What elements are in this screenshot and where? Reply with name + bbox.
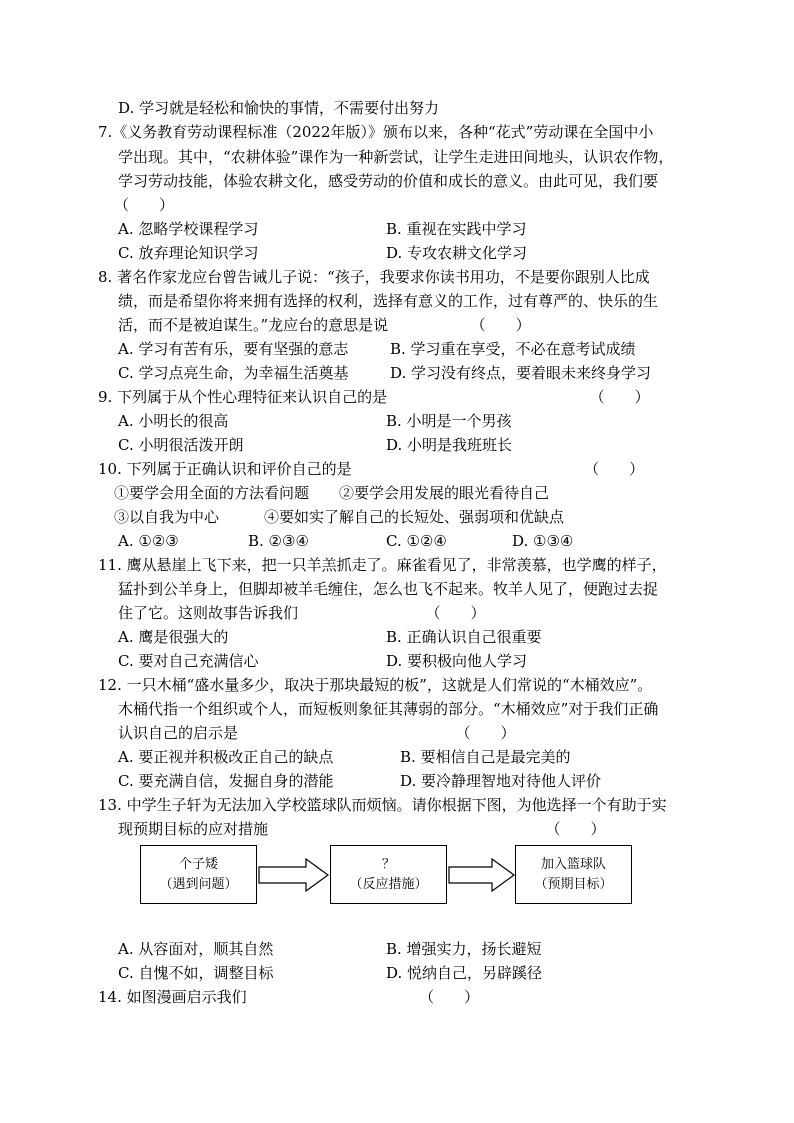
- q9-option-b: B. 小明是一个男孩: [386, 412, 512, 430]
- right-arrow-icon: [258, 858, 330, 892]
- q14-stem-line: 14. 如图漫画启示我们 （ ）: [98, 988, 480, 1006]
- q7-stem-line: 学习劳动技能，体验农耕文化，感受劳动的价值和成长的意义。由此可见，我们要: [118, 172, 659, 190]
- q7-option-d: D. 专攻农耕文化学习: [386, 244, 528, 262]
- q12-option-c: C. 要充满自信，发掘自身的潜能: [118, 772, 334, 790]
- q9-option-c: C. 小明很活泼开朗: [118, 436, 244, 454]
- response-caption: （反应措施）: [349, 876, 428, 892]
- q6-option-d: D. 学习就是轻松和愉快的事情，不需要付出努力: [118, 99, 440, 117]
- q11-stem-line: 住了它。这则故事告诉我们 （ ）: [118, 604, 486, 622]
- q8-stem-line: 绩，而是希望你将来拥有选择的权利，选择有意义的工作，过有尊严的、快乐的生: [118, 292, 659, 310]
- q13-option-d: D. 悦纳自己，另辟蹊径: [386, 964, 543, 982]
- q12-option-d: D. 要冷静理智地对待他人评价: [400, 772, 602, 790]
- q13-stem-line: 13. 中学生子轩为无法加入学校篮球队而烦恼。请你根据下图，为他选择一个有助于实: [98, 796, 667, 814]
- q10-stem-line: 10. 下列属于正确认识和评价自己的是 （ ）: [98, 460, 645, 478]
- q12-stem-line: 木桶代指一个组织或个人，而短板则象征其薄弱的部分。“木桶效应”对于我们正确: [118, 700, 659, 718]
- q13-option-c: C. 自愧不如，调整目标: [118, 964, 274, 982]
- q10-statements-line: ③以自我为中心 ④要如实了解自己的长短处、强弱项和优缺点: [114, 508, 565, 526]
- q10-option-b: B. ②③④: [248, 532, 309, 550]
- goal-box: [515, 845, 632, 904]
- right-arrow-icon: [448, 858, 516, 892]
- q10-option-a: A. ①②③: [118, 532, 179, 550]
- q13-option-b: B. 增强实力，扬长避短: [386, 940, 542, 958]
- q11-option-a: A. 鹰是很强大的: [118, 628, 229, 646]
- q9-option-d: D. 小明是我班班长: [386, 436, 513, 454]
- q8-option-d: D. 学习没有终点，要着眼未来终身学习: [390, 364, 652, 382]
- q11-option-b: B. 正确认识自己很重要: [386, 628, 542, 646]
- response-box: [330, 845, 447, 904]
- q8-stem-line: 活，而不是被迫谋生。”龙应台的意思是说 （ ）: [118, 316, 531, 334]
- q10-statements-line: ①要学会用全面的方法看问题 ②要学会用发展的眼光看待自己: [114, 484, 550, 502]
- q7-answer-blank: （ ）: [114, 196, 175, 214]
- q8-option-c: C. 学习点亮生命，为幸福生活奠基: [118, 364, 349, 382]
- q13-option-a: A. 从容面对，顺其自然: [118, 940, 274, 958]
- problem-box: [140, 845, 257, 904]
- response-label: ？: [381, 856, 395, 872]
- q11-stem-line: 猛扑到公羊身上，但脚却被羊毛缠住，怎么也飞不起来。牧羊人见了，便跑过去捉: [118, 580, 659, 598]
- q10-option-d: D. ①③④: [512, 532, 574, 550]
- q8-option-b: B. 学习重在享受，不必在意考试成绩: [390, 340, 636, 358]
- q13-stem-line: 现预期目标的应对措施 （ ）: [118, 820, 606, 838]
- q12-option-b: B. 要相信自己是最完美的: [400, 748, 571, 766]
- q9-option-a: A. 小明长的很高: [118, 412, 229, 430]
- q7-stem-line: 学出现。其中，“农耕体验”课作为一种新尝试，让学生走进田间地头，认识农作物，: [118, 148, 674, 166]
- problem-label: 个子矮: [178, 856, 218, 872]
- q7-option-c: C. 放弃理论知识学习: [118, 244, 259, 262]
- q7-stem-line: 7.《义务教育劳动课程标准（2022年版）》颁布以来，各种“花式”劳动课在全国中小: [98, 123, 654, 141]
- q12-option-a: A. 要正视并积极改正自己的缺点: [118, 748, 334, 766]
- q12-stem-line: 12. 一只木桶“盛水量多少，取决于那块最短的板”，这就是人们常说的“木桶效应”。: [98, 676, 653, 694]
- q10-option-c: C. ①②④: [386, 532, 447, 550]
- q11-stem-line: 11. 鹰从悬崖上飞下来，把一只羊羔抓走了。麻雀看见了，非常羡慕，也学鹰的样子，: [98, 556, 667, 574]
- q7-option-b: B. 重视在实践中学习: [386, 220, 527, 238]
- goal-label: 加入篮球队: [540, 856, 606, 872]
- goal-caption: （预期目标）: [534, 876, 613, 892]
- q12-stem-line: 认识自己的启示是 （ ）: [118, 724, 516, 742]
- q7-option-a: A. 忽略学校课程学习: [118, 220, 259, 238]
- q11-option-c: C. 要对自己充满信心: [118, 652, 259, 670]
- q11-option-d: D. 要积极向他人学习: [386, 652, 528, 670]
- q9-stem-line: 9. 下列属于从个性心理特征来认识自己的是 （ ）: [98, 388, 650, 406]
- q8-option-a: A. 学习有苦有乐，要有坚强的意志: [118, 340, 349, 358]
- q8-stem-line: 8. 著名作家龙应台曾告诫儿子说：“孩子，我要求你读书用功，不是要你跟别人比成: [98, 268, 650, 286]
- problem-caption: （遇到问题）: [159, 876, 238, 892]
